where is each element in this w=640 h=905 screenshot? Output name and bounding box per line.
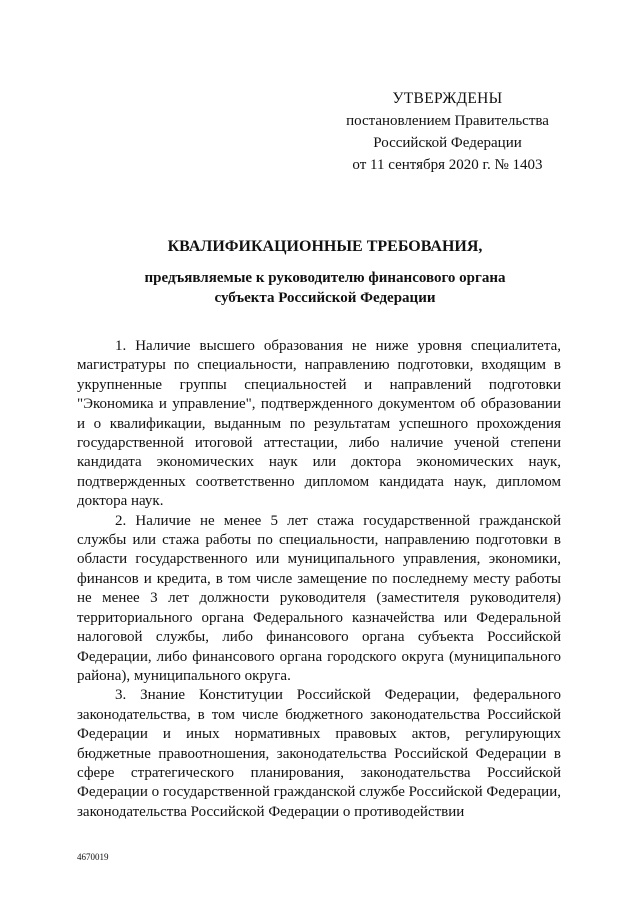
document-code: 4670019 <box>77 852 109 862</box>
document-body <box>77 337 561 822</box>
approval-line-government: Российской Федерации <box>373 135 522 151</box>
approval-block <box>330 88 565 176</box>
document-heading <box>60 236 590 308</box>
paragraph-1: 1. Наличие высшего образования не ниже уровня специалитета, магистратуры по специальности, направлению подготовки, входящим в укрупненные группы специальностей и направлений подготовки "Экономика и управление", подтвержденного документом об образовании и о квалификации, выданным по результатам успешного прохождения государственной итоговой аттестации, либо наличие ученой степени кандидата экономических наук или доктора экономических наук, подтвержденных соответственно дипломом кандидата наук, дипломом доктора наук. <box>77 338 561 510</box>
document-subtitle-line-1: предъявляемые к руководителю финансового органа <box>144 270 506 286</box>
paragraph-3: 3. Знание Конституции Российской Федерации, федерального законодательства, в том числе бюджетного законодательства Российской Федерации и иных нормативных правовых актов, регулирующих бюджетные правоотношения, законодательства Российской Федерации в сфере стратегического планирования, законодательства Российской Федерации о государственной гражданской службе Российской Федерации, законодательства Российской Федерации о противодействии <box>77 687 561 820</box>
paragraph-2: 2. Наличие не менее 5 лет стажа государственной гражданской службы или стажа работы по специальности, направлению подготовки в области государственного или муниципального управления, экономики, финансов и кредита, в том числе замещение по последнему месту работы не менее 3 лет должности руководителя (заместителя руководителя) территориального органа Федерального казначейства или Федеральной налоговой службы, либо финансового органа субъекта Российской Федерации, либо финансового органа городского округа (муниципального района), муниципального округа. <box>77 512 561 684</box>
approval-line-date-number: от 11 сентября 2020 г. № 1403 <box>352 157 543 173</box>
approval-line-resolution: постановлением Правительства <box>346 113 549 129</box>
document-title: КВАЛИФИКАЦИОННЫЕ ТРЕБОВАНИЯ, <box>167 238 483 255</box>
approval-title: УТВЕРЖДЕНЫ <box>392 90 503 107</box>
document-subtitle-line-2: субъекта Российской Федерации <box>214 290 436 306</box>
